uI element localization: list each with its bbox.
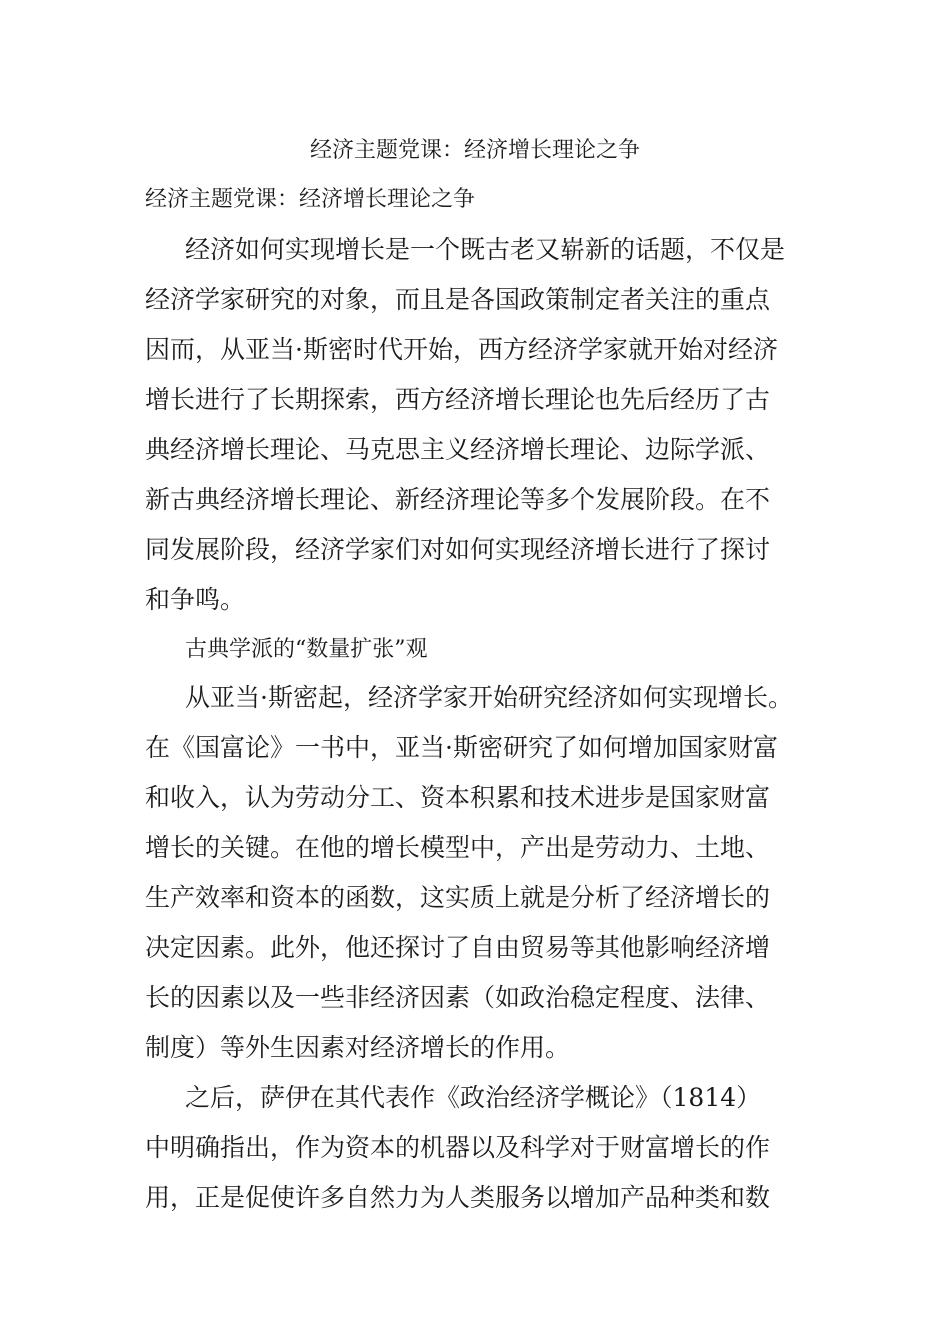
paragraph-2-line: 生产效率和资本的函数，这实质上就是分析了经济增长的: [145, 883, 771, 912]
paragraph-1-line: 新古典经济增长理论、新经济理论等多个发展阶段。在不: [145, 485, 771, 514]
paragraph-1-line: 经济如何实现增长是一个既古老又崭新的话题，不仅是: [185, 235, 786, 264]
paragraph-2-line: 和收入，认为劳动分工、资本积累和技术进步是国家财富: [145, 783, 771, 812]
paragraph-2-line: 在《国富论》一书中，亚当·斯密研究了如何增加国家财富: [145, 733, 778, 762]
paragraph-2-line: 长的因素以及一些非经济因素（如政治稳定程度、法律、: [145, 983, 771, 1012]
document-subtitle: 经济主题党课：经济增长理论之争: [145, 187, 476, 212]
section-heading: 古典学派的“数量扩张”观: [185, 637, 428, 662]
paragraph-1-line: 因而，从亚当·斯密时代开始，西方经济学家就开始对经济: [145, 335, 778, 364]
paragraph-2-line: 决定因素。此外，他还探讨了自由贸易等其他影响经济增: [145, 933, 771, 962]
document-title: 经济主题党课：经济增长理论之争: [309, 138, 640, 163]
paragraph-1-line: 典经济增长理论、马克思主义经济增长理论、边际学派、: [145, 435, 771, 464]
paragraph-2-line: 制度）等外生因素对经济增长的作用。: [145, 1033, 571, 1062]
paragraph-2-line: 从亚当·斯密起，经济学家开始研究经济如何实现增长。: [185, 683, 793, 712]
paragraph-3-line: 用，正是促使许多自然力为人类服务以增加产品种类和数: [145, 1183, 771, 1212]
paragraph-1-line: 和争鸣。: [145, 585, 246, 614]
paragraph-1-line: 经济学家研究的对象，而且是各国政策制定者关注的重点: [145, 285, 771, 314]
paragraph-2-line: 增长的关键。在他的增长模型中，产出是劳动力、土地、: [145, 833, 771, 862]
paragraph-3-line: 之后，萨伊在其代表作《政治经济学概论》（1814）: [185, 1083, 762, 1112]
paragraph-1-line: 同发展阶段，经济学家们对如何实现经济增长进行了探讨: [145, 535, 771, 564]
paragraph-1-line: 增长进行了长期探索，西方经济增长理论也先后经历了古: [145, 385, 771, 414]
paragraph-3-line: 中明确指出，作为资本的机器以及科学对于财富增长的作: [145, 1133, 771, 1162]
